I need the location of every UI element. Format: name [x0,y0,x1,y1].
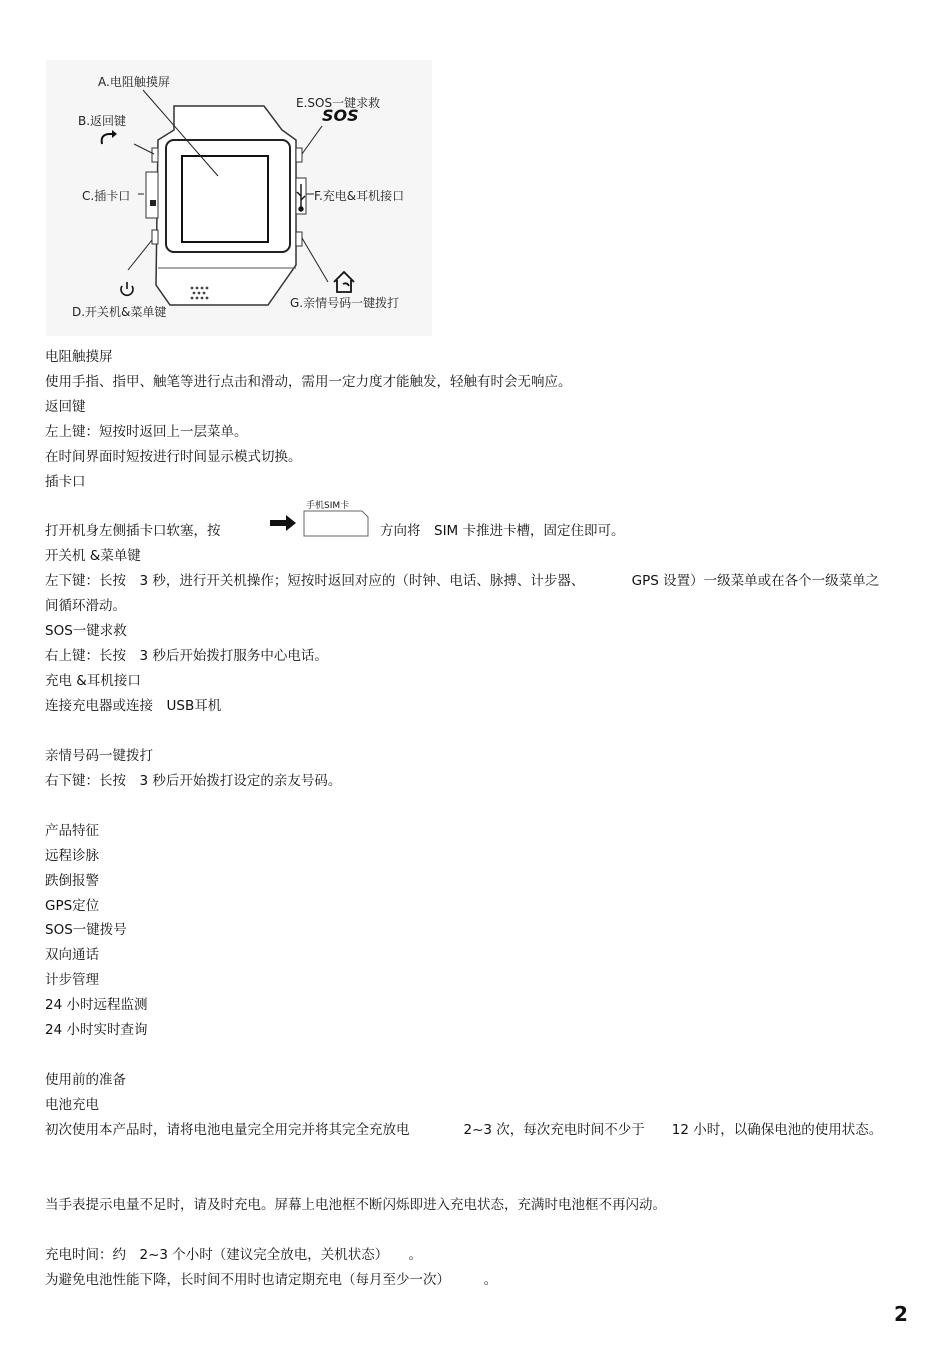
section-text-back-key-1: 左上键：短按时返回上一层菜单。 [45,424,248,440]
feature-item: 双向通话 [45,947,99,963]
section-text-back-key-2: 在时间界面时短按进行时间显示模式切换。 [45,449,302,465]
section-title-family-dial: 亲情号码一键拨打 [45,748,153,764]
section-text-touchscreen: 使用手指、指甲、触笔等进行点击和滑动，需用一定力度才能触发，轻触有时会无响应。 [45,374,572,390]
feature-item: 跌倒报警 [45,873,99,889]
feature-item: SOS一键拨号 [45,922,127,938]
label-b-back-key: B.返回键 [78,114,127,128]
label-e-sos: E.SOS一键求救 [296,96,381,110]
prep-paragraph-4: 为避免电池性能下降，长时间不用时也请定期充电（每月至少一次） 。 [45,1272,498,1288]
section-title-touchscreen: 电阻触摸屏 [45,349,113,365]
feature-item: 计步管理 [45,972,99,988]
label-a-touchscreen: A.电阻触摸屏 [98,75,170,89]
prep-paragraph-2: 当手表提示电量不足时，请及时充电。屏幕上电池框不断闪烁即进入充电状态，充满时电池框不再闪动。 [45,1197,666,1213]
label-g-family-dial: G.亲情号码一键拨打 [290,296,400,310]
section-text-power-menu: 左下键：长按 3 秒，进行开关机操作；短按时返回对应的（时钟、电话、脉搏、计步器、 GPS 设置）一级菜单或在各个一级菜单之间循环滑动。 [45,573,880,614]
section-title-card-slot: 插卡口 [45,474,86,490]
feature-item: 远程诊脉 [45,848,99,864]
page-number: 2 [894,1302,908,1326]
section-text-family-dial: 右下键：长按 3 秒后开始拨打设定的亲友号码。 [45,773,342,789]
sim-card-label: 手机SIM卡 [306,501,350,511]
sim-card-figure [270,498,370,538]
section-title-power-menu: 开关机 &菜单键 [45,548,141,564]
section-text-charge-port: 连接充电器或连接 USB耳机 [45,698,222,714]
feature-item: 24 小时远程监测 [45,997,148,1013]
watch-diagram [46,60,432,336]
section-text-card-slot-after: 方向将 SIM 卡推进卡槽，固定住即可。 [380,523,625,539]
section-title-charge-port: 充电 &耳机接口 [45,673,141,689]
label-f-charge-earphone: F.充电&耳机接口 [314,189,405,203]
right-arrow-icon [270,515,296,531]
label-c-card-slot: C.插卡口 [82,189,131,203]
power-icon [121,282,133,295]
section-title-sos: SOS一键求救 [45,623,127,639]
section-title-back-key: 返回键 [45,399,86,415]
label-d-power-menu: D.开关机&菜单键 [72,305,167,319]
prep-title: 使用前的准备 [45,1072,126,1088]
feature-item: GPS定位 [45,898,100,914]
section-text-sos: 右上键：长按 3 秒后开始拨打服务中心电话。 [45,648,328,664]
prep-paragraph-3: 充电时间：约 2~3 个小时（建议完全放电，关机状态） 。 [45,1247,423,1263]
home-family-icon [334,272,354,292]
prep-paragraph-1: 初次使用本产品时，请将电池电量完全用完并将其完全充放电 2~3 次，每次充电时间不少于 12 小时，以确保电池的使用状态。 [45,1122,883,1138]
prep-subtitle: 电池充电 [45,1097,99,1113]
features-title: 产品特征 [45,823,99,839]
feature-item: 24 小时实时查询 [45,1022,148,1038]
sos-icon: SOS [322,106,359,125]
section-text-card-slot-before: 打开机身左侧插卡口软塞，按 [45,523,221,539]
